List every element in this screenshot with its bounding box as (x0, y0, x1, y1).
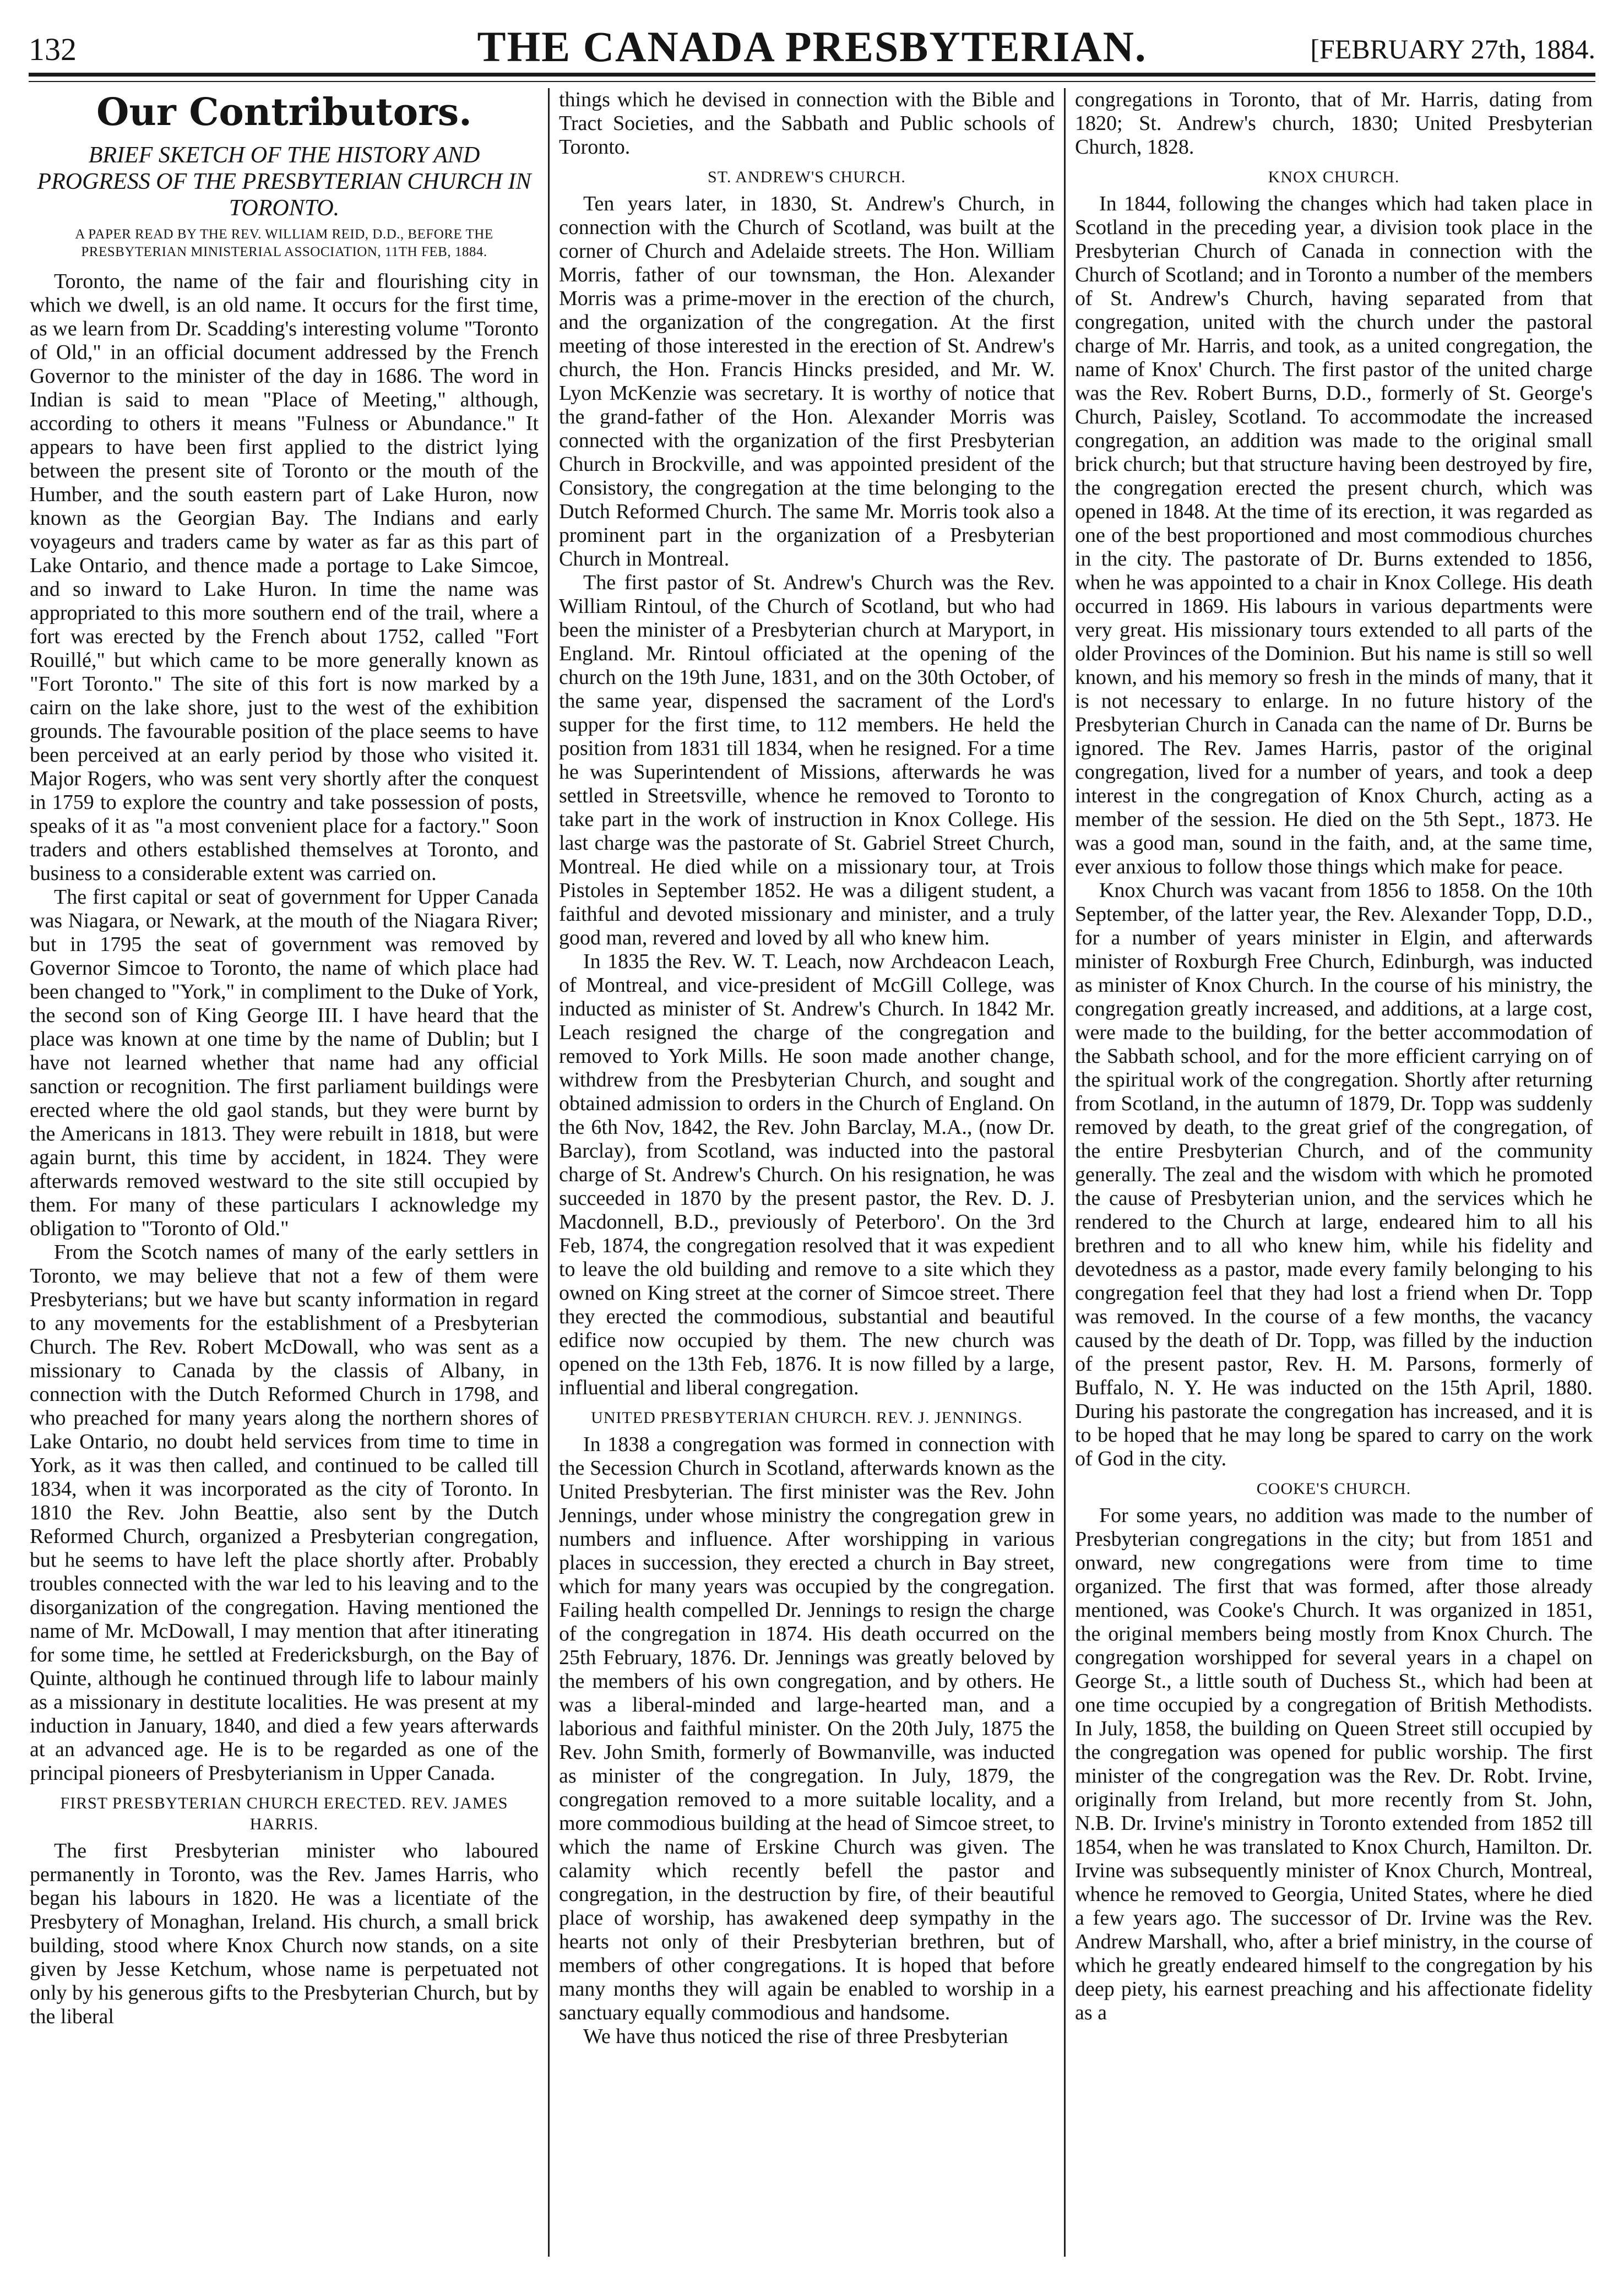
page-number: 132 (29, 31, 77, 67)
column-divider (548, 88, 550, 2257)
masthead-rule (29, 73, 1595, 77)
paragraph: Ten years later, in 1830, St. Andrew's Church, in connection with the Church of Scotland, was built at the corner of Church and Adelaide streets. The Hon. William Morris, father of our townsman, the Hon. Alexander Morris was a prime-mover in the erection of the church, and the organization of the congregation. At the first meeting of those interested in the erection of St. Andrew's church, the Hon. Francis Hincks presided, and Mr. W. Lyon McKenzie was secretary. It is worthy of notice that the grand-father of the Hon. Alexander Morris was connected with the organization of the first Presbyterian Church in Brockville, and was appointed president of the Consistory, the congregation at the time belonging to the Dutch Reformed Church. The same Mr. Morris took also a prominent part in the organization of a Presbyterian Church in Montreal. (559, 192, 1055, 571)
column-divider (1064, 88, 1066, 2257)
subsection-heading: UNITED PRESBYTERIAN CHURCH. REV. J. JENNINGS. (591, 1409, 1023, 1427)
column-3 (1075, 88, 1593, 2257)
subsection-heading: ST. ANDREW'S CHURCH. (708, 168, 906, 186)
article-title: BRIEF SKETCH OF THE HISTORY AND PROGRESS OF THE PRESBYTERIAN CHURCH IN TORONTO. (37, 143, 531, 221)
section-heading: Our Contributors. (96, 90, 472, 134)
masthead (0, 0, 1624, 77)
article-byline: A PAPER READ BY THE REV. WILLIAM REID, D.D., BEFORE THE PRESBYTERIAN MINISTERIAL ASSOCIATION, 11TH FEB, 1884. (75, 227, 493, 259)
paragraph: The first capital or seat of government for Upper Canada was Niagara, or Newark, at the mouth of the Niagara River; but in 1795 the seat of government was removed by Governor Simcoe to Toronto, the name of which place had been changed to "York," in compliment to the Duke of York, the second son of King George III. I have heard that the place was known at one time by the name of Dublin; but I have not learned whether that name had any official sanction or recognition. The first parliament buildings were erected where the old gaol stands, but they were burnt by the Americans in 1813. They were rebuilt in 1818, but were again burnt, this time by accident, in 1824. They were afterwards removed westward to the site still occupied by them. For many of these particulars I acknowledge my obligation to "Toronto of Old." (30, 885, 539, 1240)
issue-date: [FEBRUARY 27th, 1884. (1310, 34, 1595, 64)
subsection-heading: FIRST PRESBYTERIAN CHURCH ERECTED. REV. JAMES HARRIS. (60, 1794, 508, 1833)
subsection-heading: KNOX CHURCH. (1268, 168, 1400, 186)
paragraph: things which he devised in connection with the Bible and Tract Societies, and the Sabbath and Public schools of Toronto. (559, 88, 1055, 159)
subsection-heading: COOKE'S CHURCH. (1256, 1480, 1411, 1498)
paragraph: Knox Church was vacant from 1856 to 1858. On the 10th September, of the latter year, the Rev. Alexander Topp, D.D., for a number of years minister in Elgin, and afterwards minister of Roxburgh Free Church, Edinburgh, was inducted as minister of Knox Church. In the course of his ministry, the congregation greatly increased, and additions, at a large cost, were made to the building, for the better accommodation of the Sabbath school, and for the more efficient carrying on of the spiritual work of the congregation. Shortly after returning from Scotland, in the autumn of 1879, Dr. Topp was suddenly removed by death, to the great grief of the congregation, of the entire Presbyterian Church, and of the community generally. The zeal and the wisdom with which he promoted the cause of Presbyterian union, and the services which he rendered to the Church at large, endeared him to all his brethren and to all who knew him, while his fidelity and devotedness as a pastor, made every family belonging to his congregation feel that they had lost a friend when Dr. Topp was removed. In the course of a few months, the vacancy caused by the death of Dr. Topp, was filled by the induction of the present pastor, Rev. H. M. Parsons, formerly of Buffalo, N. Y. He was inducted on the 15th April, 1880. During his pastorate the congregation has increased, and it is to be hoped that he may long be spared to carry on the work of God in the city. (1075, 879, 1593, 1470)
column-2 (559, 88, 1055, 2257)
newspaper-title: THE CANADA PRESBYTERIAN. (477, 23, 1147, 70)
paragraph: congregations in Toronto, that of Mr. Harris, dating from 1820; St. Andrew's church, 1830; United Presbyterian Church, 1828. (1075, 88, 1593, 159)
paragraph: We have thus noticed the rise of three Presbyterian (583, 2025, 1008, 2048)
paragraph: In 1844, following the changes which had taken place in Scotland in the preceding year, a division took place in the Presbyterian Church of Canada in connection with the Church of Scotland; and in Toronto a number of the members of St. Andrew's Church, having separated from that congregation, united with the church under the pastoral charge of Mr. Harris, and took, as a united congregation, the name of Knox' Church. The first pastor of the united charge was the Rev. Robert Burns, D.D., formerly of St. George's Church, Paisley, Scotland. To accommodate the increased congregation, an addition was made to the original small brick church; but that structure having been destroyed by fire, the congregation erected the present church, which was opened in 1848. At the time of its erection, it was regarded as one of the best proportioned and most commodious churches in the city. The pastorate of Dr. Burns extended to 1856, when he was appointed to a chair in Knox College. His death occurred in 1869. His labours in various departments were very great. His missionary tours extended to all parts of the older Provinces of the Dominion. But his name is still so well known, and his memory so fresh in the minds of many, that it is not necessary to enlarge. In no future history of the Presbyterian Church in Canada can the name of Dr. Burns be ignored. The Rev. James Harris, pastor of the original congregation, lived for a number of years, and took a deep interest in the congregation of Knox Church, acting as a member of the session. He died on the 5th Sept., 1873. He was a good man, sound in the faith, and, at the same time, ever anxious to follow those things which make for peace. (1075, 192, 1593, 878)
paragraph: The first pastor of St. Andrew's Church was the Rev. William Rintoul, of the Church of Scotland, but who had been the minister of a Presbyterian church at Maryport, in England. Mr. Rintoul officiated at the opening of the church on the 19th June, 1831, and on the 30th October, of the same year, dispensed the sacrament of the Lord's supper for the first time, to 112 members. He held the position from 1831 till 1834, when he resigned. For a time he was Superintendent of Missions, afterwards he was settled in Streetsville, whence he removed to Toronto to take part in the work of instruction in Knox College. His last charge was the pastorate of St. Gabriel Street Church, Montreal. He died while on a missionary tour, at Trois Pistoles in September 1852. He was a diligent student, a faithful and devoted missionary and minister, and a truly good man, revered and loved by all who knew him. (559, 571, 1055, 949)
paragraph: In 1838 a congregation was formed in connection with the Secession Church in Scotland, afterwards known as the United Presbyterian. The first minister was the Rev. John Jennings, under whose ministry the congregation grew in numbers and influence. After worshipping in various places in succession, they erected a church in Bay street, which for many years was occupied by the congregation. Failing health compelled Dr. Jennings to resign the charge of the congregation in 1874. His death occurred on the 25th February, 1876. Dr. Jennings was greatly beloved by the members of his own congregation, and by others. He was a liberal-minded and large-hearted man, and a laborious and faithful minister. On the 20th July, 1875 the Rev. John Smith, formerly of Bowmanville, was inducted as minister of the congregation. In July, 1879, the congregation removed to a more suitable locality, and a more commodious building at the head of Simcoe street, to which the name of Erskine Church was given. The calamity which recently befell the pastor and congregation, in the destruction by fire, of their beautiful place of worship, has awakened deep sympathy in the hearts not only of their Presbyterian brethren, but of members of other congregations. It is hoped that before many months they will again be enabled to worship in a sanctuary equally commodious and handsome. (559, 1433, 1055, 2024)
column-1 (30, 88, 539, 2257)
masthead-rule-thin (29, 81, 1595, 82)
paragraph: From the Scotch names of many of the early settlers in Toronto, we may believe that not a few of them were Presbyterians; but we have but scanty information in regard to any movements for the establishment of a Presbyterian Church. The Rev. Robert McDowall, who was sent as a missionary to Canada by the classis of Albany, in connection with the Dutch Reformed Church in 1798, and who preached for many years along the northern shores of Lake Ontario, no doubt held services from time to time in York, as it was then called, and continued to be called till 1834, when it was incorporated as the city of Toronto. In 1810 the Rev. John Beattie, also sent by the Dutch Reformed Church, organized a Presbyterian congregation, but he seems to have left the place shortly after. Probably troubles connected with the war led to his leaving and to the disorganization of the congregation. Having mentioned the name of Mr. McDowall, I may mention that after itinerating for some time, he settled at Fredericksburgh, on the Bay of Quinte, although he continued through life to labour mainly as a missionary in destitute localities. He was present at my induction in January, 1840, and died a few years afterwards at an advanced age. He is to be regarded as one of the principal pioneers of Presbyterianism in Upper Canada. (30, 1241, 539, 1785)
paragraph: For some years, no addition was made to the number of Presbyterian congregations in the city; but from 1851 and onward, new congregations were from time to time organized. The first that was formed, after those already mentioned, was Cooke's Church. It was organized in 1851, the original members being mostly from Knox Church. The congregation worshipped for several years in a chapel on George St., a little south of Duchess St., which had been at one time occupied by a congregation of British Methodists. In July, 1858, the building on Queen Street still occupied by the congregation was opened for public worship. The first minister of the congregation was the Rev. Dr. Robt. Irvine, originally from Ireland, but more recently from St. John, N.B. Dr. Irvine's ministry in Toronto extended from 1852 till 1854, when he was translated to Knox Church, Hamilton. Dr. Irvine was subsequently minister of Knox Church, Montreal, whence he removed to Georgia, United States, where he died a few years ago. The successor of Dr. Irvine was the Rev. Andrew Marshall, who, after a brief ministry, in the course of which he greatly endeared himself to the congregation by his deep piety, his earnest preaching and his affectionate fidelity as a (1075, 1504, 1593, 2024)
paragraph: The first Presbyterian minister who laboured permanently in Toronto, was the Rev. James Harris, who began his labours in 1820. He was a licentiate of the Presbytery of Monaghan, Ireland. His church, a small brick building, stood where Knox Church now stands, on a site given by Jesse Ketchum, whose name is perpetuated not only by his generous gifts to the Presbyterian Church, but by the liberal (30, 1839, 539, 2028)
paragraph: Toronto, the name of the fair and flourishing city in which we dwell, is an old name. It occurs for the first time, as we learn from Dr. Scadding's interesting volume "Toronto of Old," in an official document addressed by the French Governor to the minister of the day in 1686. The word in Indian is said to mean "Place of Meeting," although, according to others it means "Fulness or Abundance." It appears to have been first applied to the district lying between the present site of Toronto or the mouth of the Humber, and the south eastern part of Lake Huron, now known as the Georgian Bay. The Indians and early voyageurs and traders came by water as far as this part of Lake Ontario, and thence made a portage to Lake Simcoe, and so inward to Lake Huron. In time the name was appropriated to this more southern end of the trail, where a fort was erected by the French about 1752, called "Fort Rouillé," but which came to be more generally known as "Fort Toronto." The site of this fort is now marked by a cairn on the lake shore, just to the west of the exhibition grounds. The favourable position of the place seems to have been perceived at an early period by those who visited it. Major Rogers, who was sent very shortly after the conquest in 1759 to explore the country and take possession of posts, speaks of it as "a most convenient place for a factory." Soon traders and others established themselves at Toronto, and business to a considerable extent was carried on. (30, 270, 539, 885)
paragraph: In 1835 the Rev. W. T. Leach, now Archdeacon Leach, of Montreal, and vice-president of McGill College, was inducted as minister of St. Andrew's Church. In 1842 Mr. Leach resigned the charge of the congregation and removed to York Mills. He soon made another change, withdrew from the Presbyterian Church, and sought and obtained admission to orders in the Church of England. On the 6th Nov, 1842, the Rev. John Barclay, M.A., (now Dr. Barclay), from Scotland, was inducted into the pastoral charge of St. Andrew's Church. On his resignation, he was succeeded in 1870 by the present pastor, the Rev. D. J. Macdonnell, B.D., previously of Peterboro'. On the 3rd Feb, 1874, the congregation resolved that it was expedient to leave the old building and remove to a site which they owned on King street at the corner of Simcoe street. There they erected the commodious, substantial and beautiful edifice now occupied by them. The new church was opened on the 13th Feb, 1876. It is now filled by a large, influential and liberal congregation. (559, 950, 1055, 1399)
